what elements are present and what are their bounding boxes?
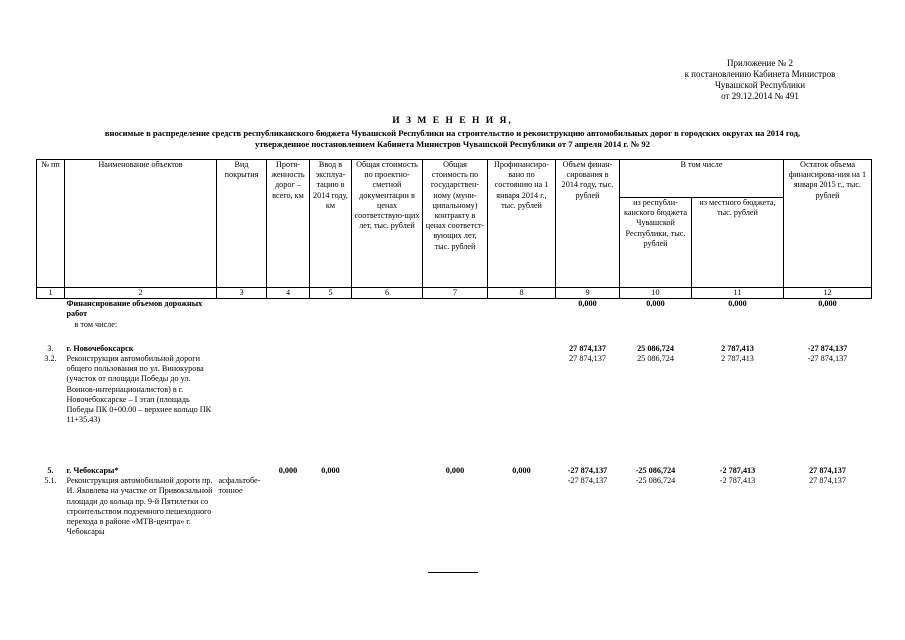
cell-value: -25 086,724 <box>635 466 676 476</box>
cell-value: 25 086,724 <box>637 343 674 353</box>
cell-value: 0,000 <box>578 299 597 309</box>
column-number: 3 <box>217 288 267 299</box>
cell-value: -27 874,137 <box>807 354 848 364</box>
table-row <box>37 354 872 466</box>
subtitle-line: утвержденное постановлением Кабинета Министров Чувашской Республики от 7 апреля 2014 г. № 92 <box>255 139 650 149</box>
column-number: 7 <box>423 288 488 299</box>
row-subnote: в том числе: <box>74 319 118 329</box>
footer-divider <box>428 572 478 573</box>
appendix-line: к постановлению Кабинета Министров <box>684 69 836 79</box>
cell-value: 0,000 <box>818 299 837 309</box>
header-republic-budget: из республи-канского бюджета Чувашской Республики, тыс. рублей <box>620 198 692 288</box>
cell-value: -25 086,724 <box>635 476 676 486</box>
row-index: 3.2. <box>44 354 57 364</box>
row-name: Реконструкция автомобильной дороги общего пользования по ул. Винокурова (участок от площади Победы до ул. Воинов-интернационалистов) в г. Новочебоксарске – I этап (площадь Победы ПК 0+00.00 – верхнее кольцо ПК 11+35.43) <box>66 354 212 425</box>
header-including: В том числе <box>620 160 784 198</box>
row-name: Финансирование объемов дорожных работ <box>66 299 203 319</box>
appendix-line: Чувашской Республики <box>714 80 806 90</box>
header-object-name: Наименование объектов <box>65 160 217 288</box>
table-row <box>37 476 872 537</box>
cell-value: 0,000 <box>728 299 747 309</box>
cell-value: 27 874,137 <box>569 343 606 353</box>
cell-value: 0,000 <box>512 466 531 476</box>
header-number: № пп <box>37 160 65 288</box>
column-number: 5 <box>310 288 352 299</box>
header-length: Протя-женность дорог – всего, км <box>267 160 310 288</box>
row-name: г. Чебоксары* <box>66 466 119 476</box>
cell-value: 0,000 <box>278 466 298 476</box>
column-number: 4 <box>267 288 310 299</box>
cell-value: 0,000 <box>646 299 665 309</box>
column-number: 8 <box>488 288 556 299</box>
document-title: И З М Е Н Е Н И Я, <box>392 116 513 126</box>
column-number: 9 <box>556 288 620 299</box>
header-remainder: Остаток объема финансирова-ния на 1 января 2015 г., тыс. рублей <box>784 160 872 288</box>
cell-value: -27 874,137 <box>567 466 608 476</box>
appendix-date: от 29.12.2014 № 491 <box>721 91 799 101</box>
table-row <box>37 299 872 330</box>
cell-value: -27 874,137 <box>807 343 848 353</box>
cell-value: 0,000 <box>445 466 465 476</box>
cell-value: 2 787,413 <box>721 354 754 364</box>
column-number: 1 <box>37 288 65 299</box>
row-index: 5.1. <box>44 476 57 486</box>
cell-value: 2 787,413 <box>721 343 754 353</box>
cell-value: 27 874,137 <box>809 466 846 476</box>
header-commissioning: Ввод в эксплуа-тацию в 2014 году, км <box>310 160 352 288</box>
cell-surface-type: асфальтобе-тонное <box>218 476 261 496</box>
cell-value: -27 874,137 <box>567 476 608 486</box>
document-subtitle <box>0 128 905 150</box>
header-surface-type: Вид покрытия <box>217 160 267 288</box>
row-index: 3. <box>47 343 54 353</box>
cell-value: 27 874,137 <box>809 476 846 486</box>
row-index: 5. <box>47 466 54 476</box>
header-contract-cost: Общая стоимость по государствен-ному (муни-ципальному) контракту в ценах соответст-вующих лет, тыс. рублей <box>423 160 488 288</box>
cell-value: -2 787,413 <box>719 466 756 476</box>
subtitle-line: вносимые в распределение средств республиканского бюджета Чувашской Республики на строительство и реконструкцию автомобильных дорог в городских округах на 2014 год, <box>104 128 801 138</box>
header-design-cost: Общая стоимость по проектно-сметной документации в ценах соответствую-щих лет, тыс. рублей <box>352 160 423 288</box>
appendix-block <box>630 58 890 102</box>
header-financed: Профинансиро-вано по состоянию на 1 января 2014 г., тыс. рублей <box>488 160 556 288</box>
table-row <box>37 344 872 354</box>
table-row <box>37 466 872 476</box>
column-number: 11 <box>692 288 784 299</box>
cell-value: -2 787,413 <box>719 476 756 486</box>
column-number: 12 <box>784 288 872 299</box>
header-financing-2014: Объем финан-сирования в 2014 году, тыс. рублей <box>556 160 620 288</box>
column-number: 6 <box>352 288 423 299</box>
header-local-budget: из местного бюджета, тыс. рублей <box>692 198 784 288</box>
column-number: 10 <box>620 288 692 299</box>
column-number: 2 <box>65 288 217 299</box>
row-name: г. Новочебоксарск <box>66 343 134 353</box>
changes-table <box>36 159 872 537</box>
cell-value: 27 874,137 <box>569 354 606 364</box>
cell-value: 25 086,724 <box>637 354 674 364</box>
cell-value: 0,000 <box>321 466 340 476</box>
appendix-line: Приложение № 2 <box>727 58 793 68</box>
row-name: Реконструкция автомобильной дороги пр. И. Яковлева на участке от Привокзальной площади до кольца пр. 9-й Пятилетки со строительством подземного пешеходного перехода в районе «МТВ-центра» г. Чебоксары <box>66 476 213 537</box>
